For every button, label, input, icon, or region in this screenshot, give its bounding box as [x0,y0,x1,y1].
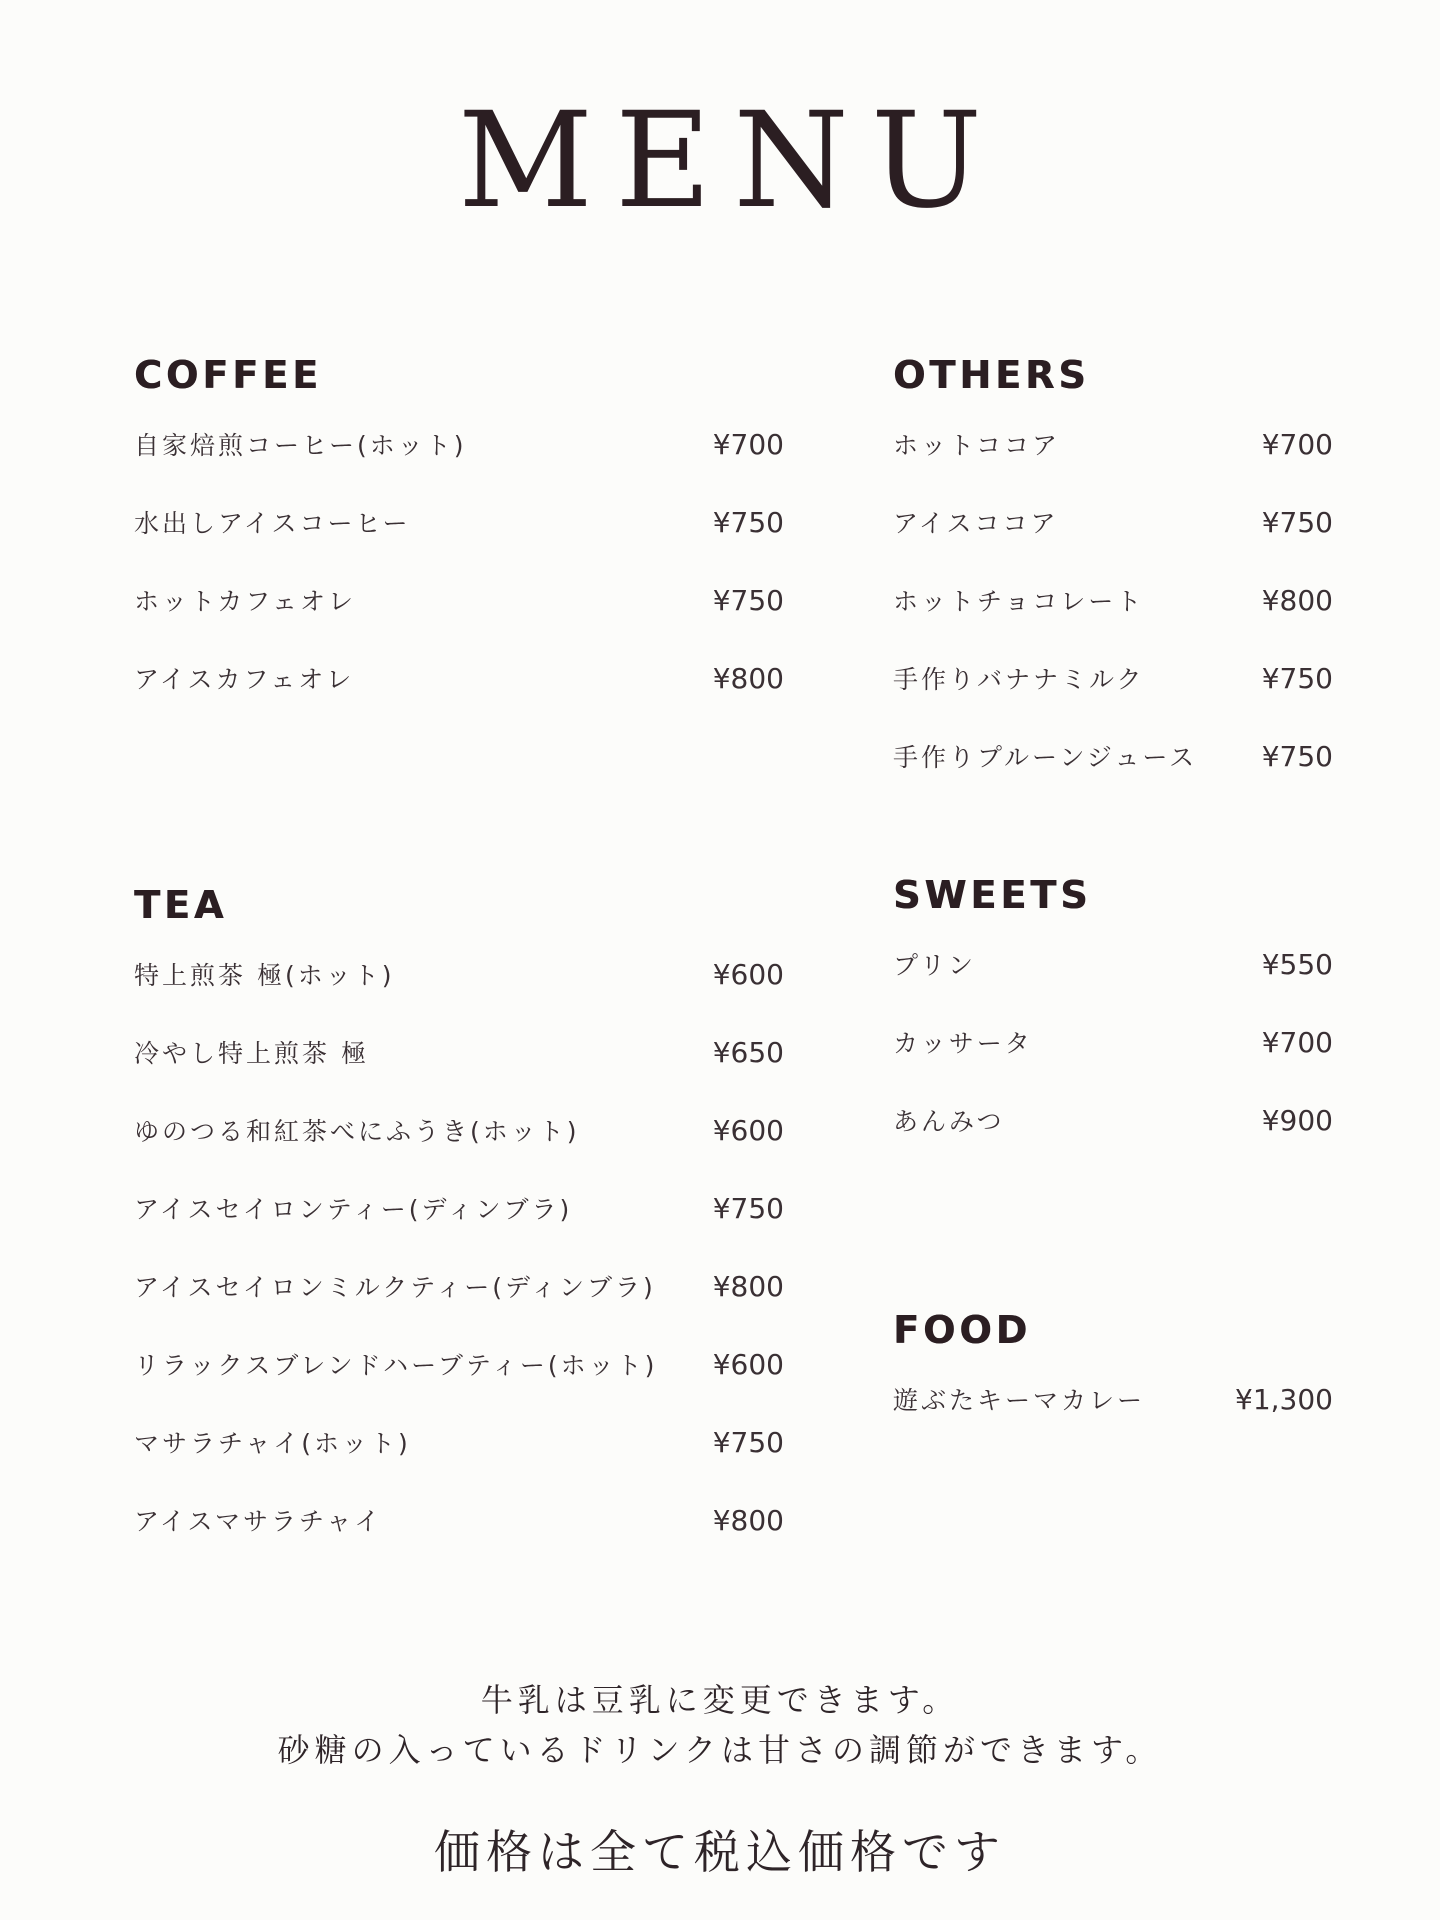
item-name: ゆのつる和紅茶べにふうき(ホット) [134,1117,580,1146]
item-name: ホットカフェオレ [134,587,357,616]
item-name: アイスカフェオレ [134,665,355,694]
menu-item [893,946,1333,1024]
item-price: ¥750 [712,584,784,617]
item-price: ¥700 [1261,1026,1333,1059]
item-name: カッサータ [893,1029,1033,1058]
tax-included-note: 価格は全て税込価格です [434,1825,1006,1879]
menu-item [134,956,784,1034]
sweets-section [893,873,1333,1180]
menu-item [134,582,784,660]
item-name: プリン [893,951,977,980]
item-price: ¥800 [712,1270,784,1303]
sweets-heading: SWEETS [893,873,1092,917]
menu-item [893,738,1333,816]
item-price: ¥750 [1261,740,1333,773]
menu-item [893,1102,1333,1180]
item-price: ¥750 [1261,506,1333,539]
item-price: ¥750 [1261,662,1333,695]
tea-section [134,883,784,1580]
menu-item [134,1346,784,1424]
menu-item [893,582,1333,660]
menu-item [134,660,784,738]
item-price: ¥800 [712,662,784,695]
item-name: アイスマサラチャイ [134,1507,383,1536]
item-price: ¥750 [712,1192,784,1225]
menu-item [893,1381,1333,1459]
menu-item [893,1024,1333,1102]
item-price: ¥1,300 [1235,1383,1333,1416]
sweetness-note: 砂糖の入っているドリンクは甘さの調節ができます。 [277,1731,1163,1769]
soy-milk-note: 牛乳は豆乳に変更できます。 [480,1681,960,1719]
item-name: リラックスブレンドハーブティー(ホット) [134,1351,658,1380]
item-name: 遊ぶたキーマカレー [893,1386,1146,1415]
item-price: ¥600 [712,958,784,991]
menu-item [134,1190,784,1268]
menu-item [134,1502,784,1580]
menu-item [134,1112,784,1190]
others-section [893,353,1333,816]
menu-item [893,660,1333,738]
item-price: ¥650 [712,1036,784,1069]
item-name: 手作りプルーンジュース [893,743,1198,772]
item-name: 手作りバナナミルク [893,665,1145,694]
item-name: ホットココア [893,431,1061,460]
item-price: ¥700 [1261,428,1333,461]
item-price: ¥750 [712,506,784,539]
item-price: ¥800 [1261,584,1333,617]
item-name: マサラチャイ(ホット) [134,1429,411,1458]
item-price: ¥750 [712,1426,784,1459]
item-name: 自家焙煎コーヒー(ホット) [134,431,467,460]
item-name: アイスセイロンティー(ディンブラ) [134,1195,573,1224]
tea-heading: TEA [134,883,228,927]
menu-title: MENU [457,84,1005,238]
coffee-section [134,353,784,738]
item-name: アイスココア [893,509,1059,538]
menu-item [893,504,1333,582]
item-name: アイスセイロンミルクティー(ディンブラ) [134,1273,656,1302]
item-price: ¥600 [712,1348,784,1381]
menu-item [134,1424,784,1502]
item-price: ¥550 [1261,948,1333,981]
item-name: あんみつ [893,1107,1005,1136]
item-name: ホットチョコレート [893,587,1145,616]
coffee-heading: COFFEE [134,353,323,397]
item-price: ¥900 [1261,1104,1333,1137]
item-name: 冷やし特上煎茶 極 [134,1039,369,1068]
item-name: 水出しアイスコーヒー [134,509,411,538]
menu-item [893,426,1333,504]
food-heading: FOOD [893,1308,1032,1352]
food-section [893,1308,1333,1459]
item-name: 特上煎茶 極(ホット) [134,961,395,990]
menu-item [134,504,784,582]
menu-item [134,1268,784,1346]
menu-item [134,426,784,504]
item-price: ¥700 [712,428,784,461]
others-heading: OTHERS [893,353,1090,397]
item-price: ¥800 [712,1504,784,1537]
menu-item [134,1034,784,1112]
item-price: ¥600 [712,1114,784,1147]
